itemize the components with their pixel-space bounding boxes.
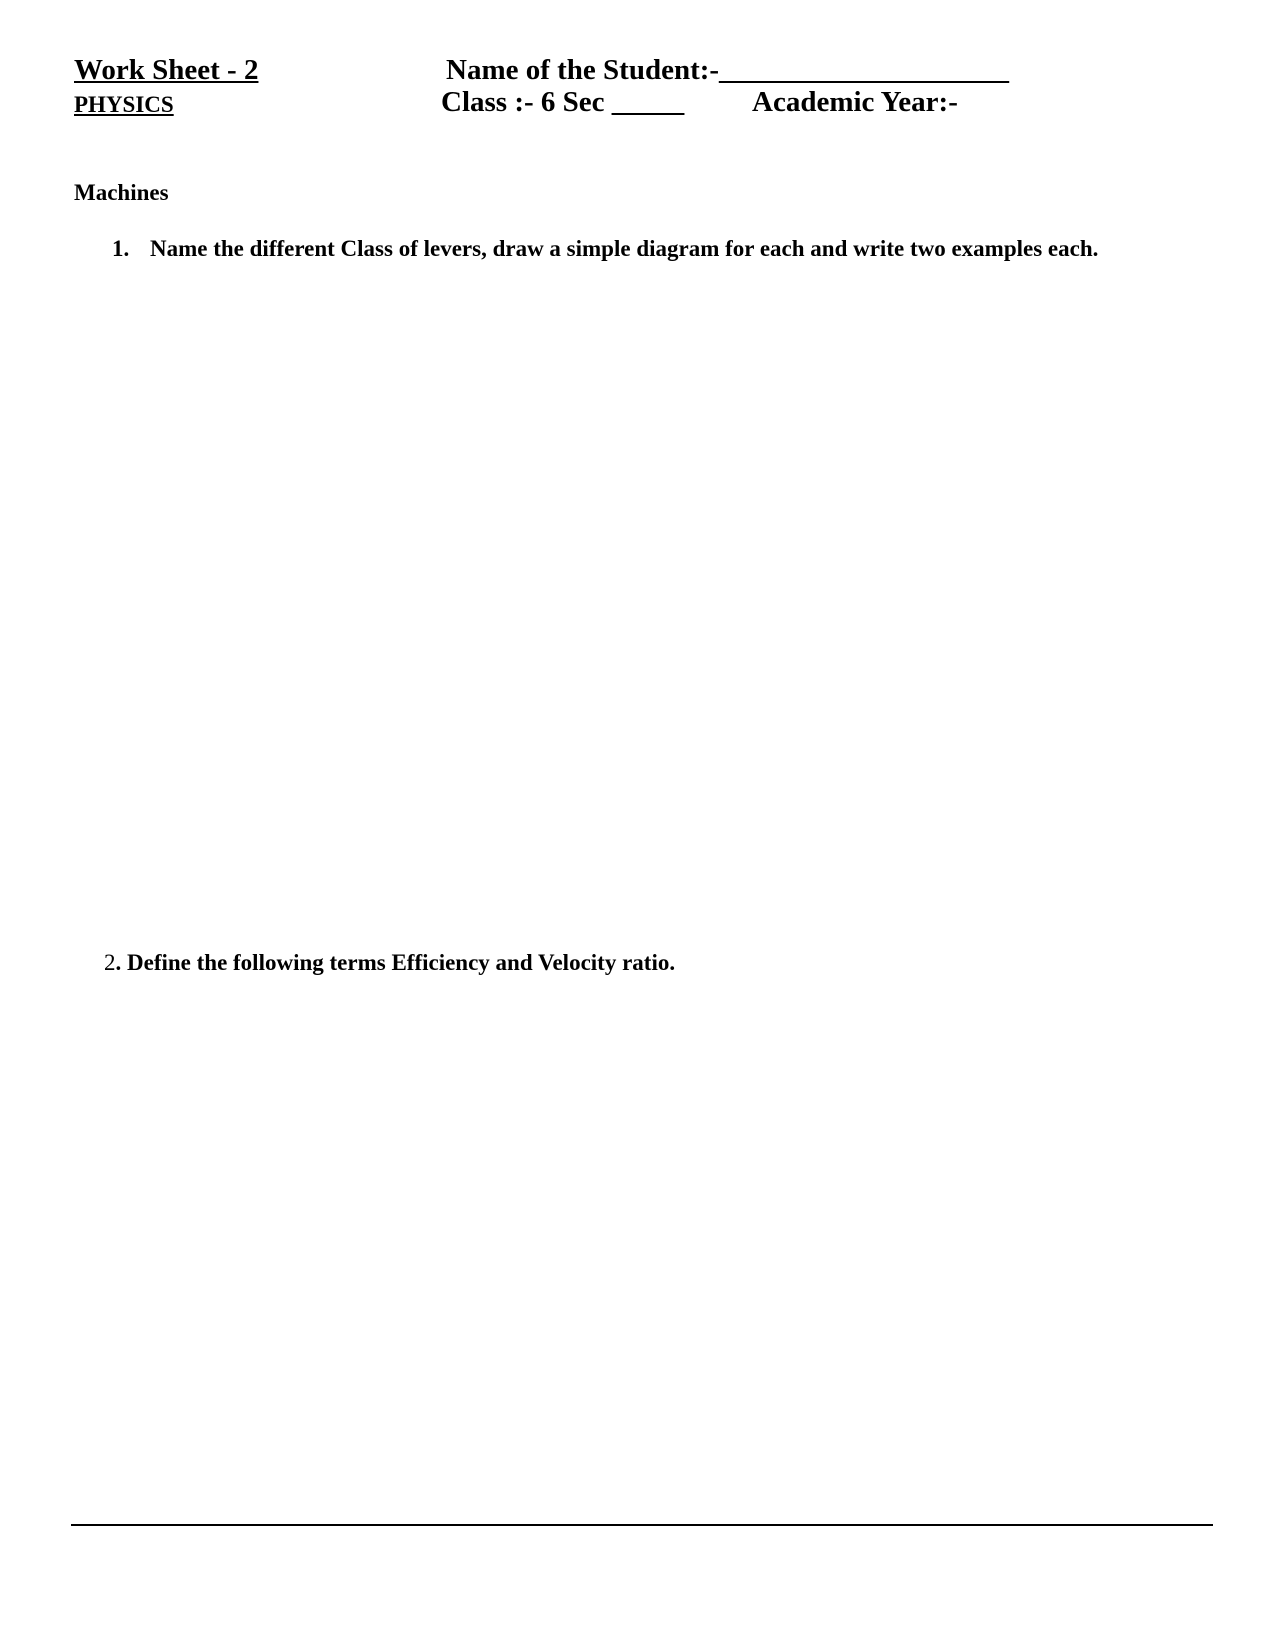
class-section-field: Class :- 6 Sec _____	[441, 86, 685, 118]
student-name-field: Name of the Student:-____________________	[446, 54, 1010, 86]
question-1-number: 1.	[112, 236, 130, 261]
topic-heading: Machines	[74, 180, 169, 205]
question-2-text: . Define the following terms Efficiency and Velocity ratio.	[115, 950, 676, 975]
academic-year-field: Academic Year:-	[752, 86, 958, 118]
worksheet-title: Work Sheet - 2	[74, 54, 259, 86]
subject-label: PHYSICS	[74, 92, 174, 117]
question-2	[104, 950, 675, 976]
question-2-number: 2	[104, 950, 116, 975]
bottom-divider	[71, 1524, 1213, 1526]
question-1-text: Name the different Class of levers, draw a simple diagram for each and write two examples each.	[150, 236, 1099, 261]
question-1	[112, 236, 1098, 262]
